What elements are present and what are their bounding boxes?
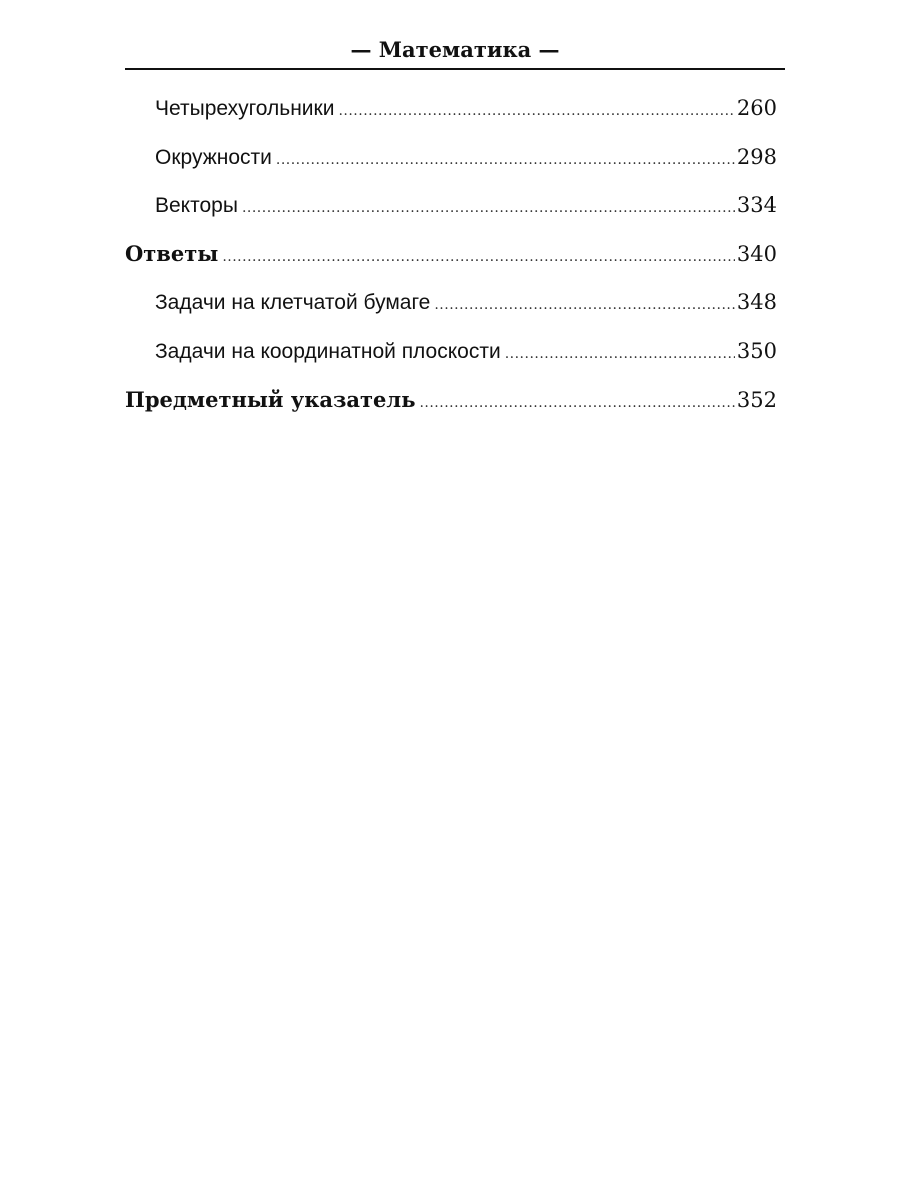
toc-entry-title: Задачи на координатной плоскости: [155, 339, 501, 363]
toc-entry-page: 352: [736, 387, 777, 412]
toc-entry-page: 348: [736, 290, 777, 315]
toc-entry-answers[interactable]: [125, 238, 777, 287]
table-of-contents: [125, 92, 777, 432]
toc-dot-leader: [419, 387, 734, 419]
toc-entry-vectors[interactable]: [125, 189, 777, 238]
toc-entry-page: 334: [736, 193, 777, 218]
toc-entry-page: 350: [736, 338, 777, 363]
toc-entry-coordinate-plane-problems[interactable]: [125, 335, 777, 384]
toc-entry-quadrilaterals[interactable]: [125, 92, 777, 141]
toc-dot-leader: [338, 95, 734, 127]
header-divider: [125, 68, 785, 70]
toc-dot-leader: [505, 338, 735, 370]
toc-dot-leader: [276, 144, 735, 176]
toc-entry-title: Ответы: [125, 240, 219, 266]
toc-entry-page: 298: [736, 144, 777, 169]
toc-entry-grid-paper-problems[interactable]: [125, 286, 777, 335]
toc-entry-circles[interactable]: [125, 141, 777, 190]
toc-entry-subject-index[interactable]: [125, 384, 777, 433]
toc-entry-title: Векторы: [155, 194, 238, 218]
running-header: — Математика —: [350, 37, 560, 62]
toc-entry-title: Задачи на клетчатой бумаге: [155, 291, 431, 315]
toc-entry-title: Предметный указатель: [125, 386, 416, 412]
toc-dot-leader: [434, 289, 735, 321]
toc-entry-page: 340: [736, 241, 777, 266]
toc-entry-page: 260: [736, 96, 777, 120]
toc-entry-title: Окружности: [155, 145, 272, 169]
toc-dot-leader: [222, 241, 735, 273]
toc-dot-leader: [242, 192, 735, 224]
toc-entry-title: Четырехугольники: [155, 97, 335, 120]
